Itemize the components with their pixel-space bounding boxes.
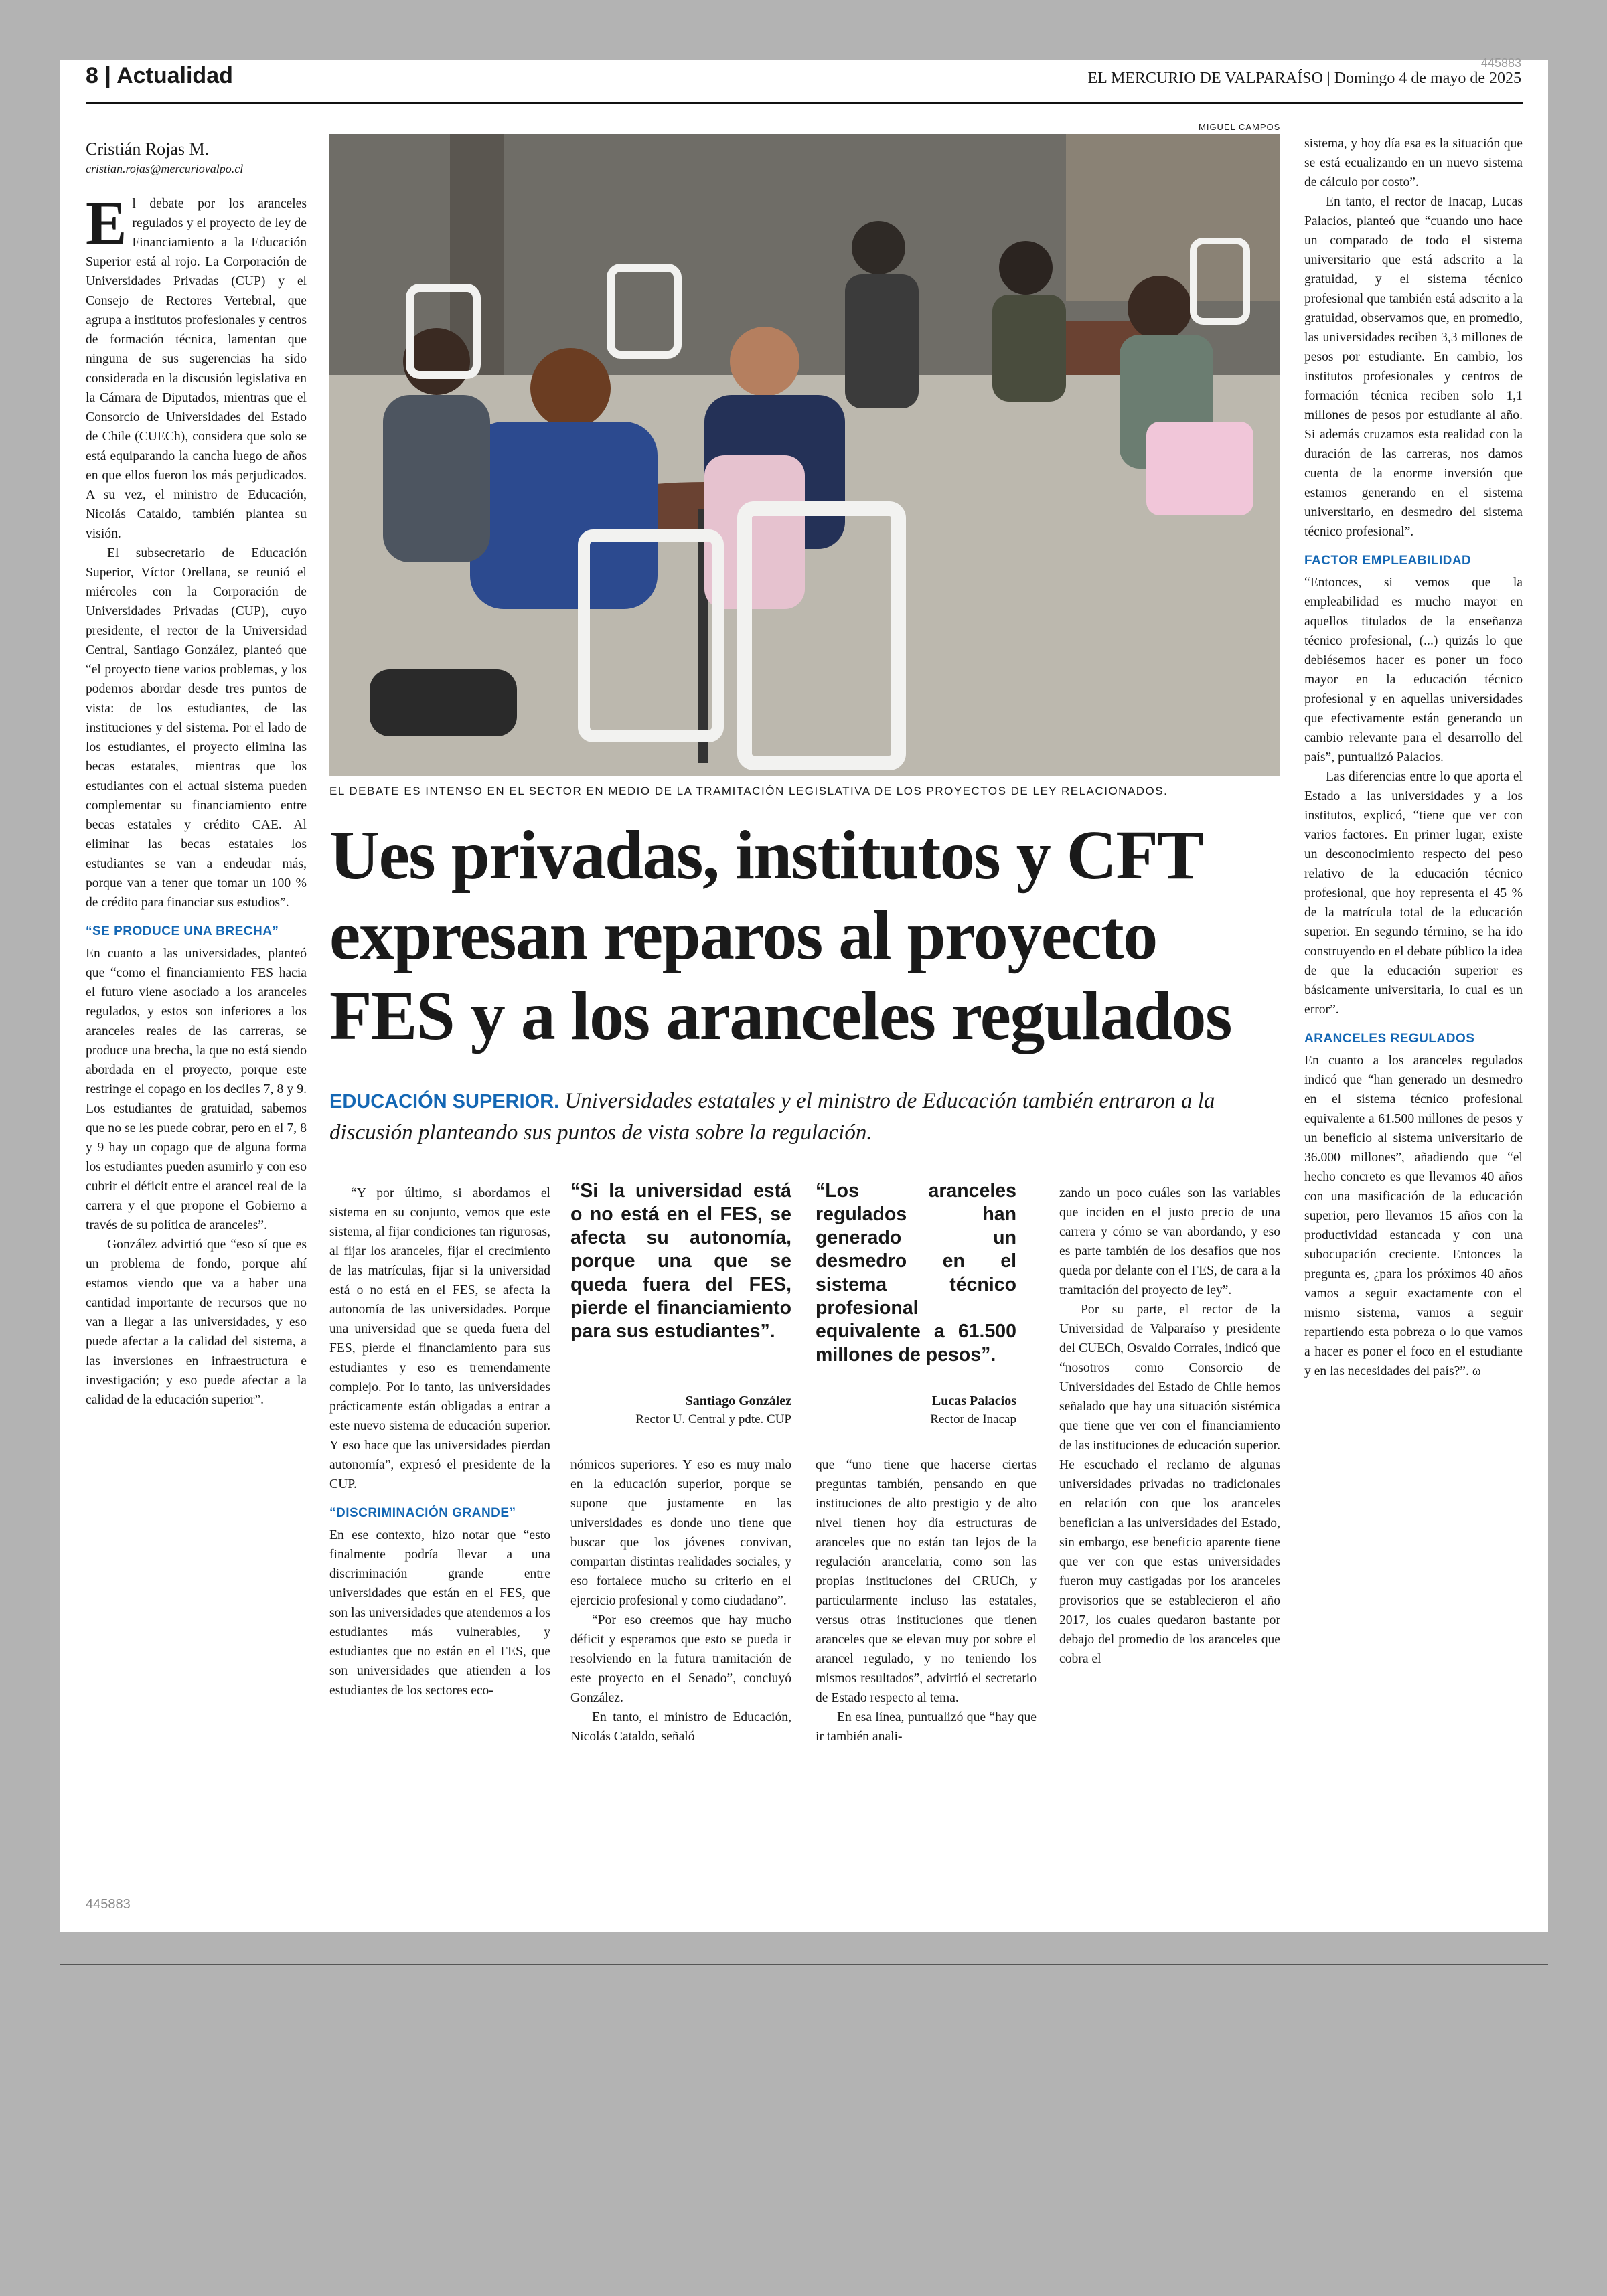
col1-paragraph-1: l debate por los aranceles regulados y el proyecto de ley de Financiamiento a la Educación Superior está al rojo. La Corporación de Universidades Privadas (CUP) y el Consejo de Rectores Vertebral, que agrupa a institutos profesionales y centros de formación técnica, lamentan que ninguna de sus sugerencias ha sido considerada en la discusión legislativa en la Cámara de Diputados, mientras que el Consorcio de Universidades del Estado de Chile (CUECh), considera que solo se está equiparando la cancha luego de años en que ellos fueron los más perjudicados. A su vez, el ministro de Educación, Nicolás Cataldo, también plantea su visión. <box>86 197 307 541</box>
pull-quote-gonzalez: “Si la universidad está o no está en el FES, se afecta su autonomía, porque una que se queda fuera del FES, pierde el financiamiento para sus estudiantes”. <box>570 1180 791 1342</box>
col6-paragraph-3: “Entonces, si vemos que la empleabilidad es mucho mayor en aquellos titulados de la enseñanza técnico profesional, (...) quizás lo que debiésemos hacer es poner un foco mayor en la educación técnico profesional y en aquellas universidades que efectivamente están generando un cambio relevante para el desarrollo del país”, puntualizó Palacios. <box>1304 576 1523 764</box>
page-code-top: 445883 <box>1480 56 1521 70</box>
col6-paragraph-2: En tanto, el rector de Inacap, Lucas Palacios, planteó que “cuando uno hace un comparado de todo el sistema universitario que está adscrito a la gratuidad, y el sistema técnico profesional que también está adscrito a la gratuidad, observamos que, en promedio, las universidades reciben 3,3 millones de pesos por estudiante. En cambio, los institutos profesionales y centros de formación técnica reciben solo 1,1 millones de pesos por estudiante al año. Si además cruzamos esta realidad con la duración de las carreras, nos damos cuenta de la enorme inversión que estamos generando en el sistema universitario, en desmedro del sistema técnico profesional”. <box>1304 195 1523 539</box>
page-code-bottom: 445883 <box>86 1897 131 1912</box>
col3-paragraph-3: En tanto, el ministro de Educación, Nicolás Cataldo, señaló <box>570 1710 791 1744</box>
col5-paragraph-2: Por su parte, el rector de la Universidad de Valparaíso y presidente del CUECh, Osvaldo Corrales, indicó que “nosotros como Consorcio de Universidades del Estado de Chile hemos señalado que hay una situación sistémica que tiene que ver con el financiamiento de las instituciones de educación superior. He escuchado el reclamo de algunas universidades privadas no tradicionales en relación con que los aranceles benefician a las universidades del Estado, sin embargo, ese beneficio aparente tiene que ver con que estas universidades fueron muy castigadas por los aranceles provisorios que se establecieron el año 2017, los cuales quedaron bastante por debajo del promedio de los aranceles que cobra el <box>1059 1303 1280 1666</box>
photo-credit: MIGUEL CAMPOS <box>1199 122 1281 132</box>
section-number: 8 <box>86 63 98 88</box>
kicker <box>329 1086 1280 1148</box>
subhead-empleabilidad: FACTOR EMPLEABILIDAD <box>1304 554 1472 568</box>
col6-paragraph-5: En cuanto a los aranceles regulados indicó que “han generado un desmedro en el sistema técnico profesional equivalente a 61.500 millones de pesos y un beneficio al sistema universitario de 36.000 millones”, añadiendo que “el hecho concreto es que llevamos 40 años con una masificación de la educación superior, pero llevamos 15 años con la productividad estancada y con una subocupación creciente. Entonces la pregunta es, ¿para los próximos 40 años vamos a seguir exactamente con el mismo sistema, vamos a seguir repartiendo esta pobreza o lo que vamos a hacer es poner el foco en el estudiante y en las necesidades del país?”. <box>1304 1054 1523 1378</box>
quote-palacios-name: Lucas Palacios <box>931 1394 1016 1408</box>
col6-paragraph-1: sistema, y hoy día esa es la situación que se está ecualizando en un nuevo sistema de cálculo por costo”. <box>1304 137 1523 189</box>
col5-paragraph-1: zando un poco cuáles son las variables que inciden en el justo precio de una carrera y cómo se van abordando, y eso es parte también de los desafíos que nos queda por delante con el FES, de cara a la tramitación del proyecto de ley”. <box>1059 1186 1280 1297</box>
col4-paragraph-1: que “uno tiene que hacerse ciertas preguntas también, pensando en que instituciones de alto prestigio y de alto nivel tienen hoy día estructuras de aranceles que no están tan lejos de la regulación arancelaria, como son las propias instituciones del CRUCh, y particularmente incluso las estatales, versus otras instituciones que tienen aranceles que se elevan muy por sobre el arancel regulado, y no teniendo los mismos resultados”, advirtió el secretario de Estado respecto al tema. <box>816 1458 1037 1705</box>
photo-illustration <box>329 134 1280 776</box>
byline-name: Cristián Rojas M. <box>86 139 210 159</box>
quote-gonzalez-role: Rector U. Central y pdte. CUP <box>635 1412 791 1426</box>
subhead-aranceles: ARANCELES REGULADOS <box>1304 1032 1475 1046</box>
headline: Ues privadas, institutos y CFT expresan reparos al proyecto FES y a los aranceles regulados <box>329 817 1231 1054</box>
publication-line: EL MERCURIO DE VALPARAÍSO | Domingo 4 de mayo de 2025 <box>1087 70 1521 87</box>
students-photo <box>329 134 1280 776</box>
section-name: Actualidad <box>117 63 233 88</box>
pull-quote-palacios: “Los aranceles regulados han generado un desmedro en el sistema técnico profesional equivalente a 61.500 millones de pesos”. <box>816 1180 1016 1366</box>
kicker-text: Universidades estatales y el ministro de Educación también entraron a la discusión planteando sus puntos de vista sobre la regulación. <box>329 1089 1215 1145</box>
column-4 <box>816 1455 1037 1746</box>
col6-paragraph-4: Las diferencias entre lo que aporta el Estado a las universidades y a los institutos, explicó, “tiene que ver con varios factores. En primer lugar, existe un desconocimiento respecto del peso relativo de la educación técnico profesional, que hoy representa el 45 % de la matrícula total de la educación superior. En segundo término, se ha ido construyendo en el debate público la idea de que la educación superior es básicamente universitaria, lo cual es un error”. <box>1304 770 1523 1017</box>
bottom-rule <box>60 1964 1548 1965</box>
col3-paragraph-2: “Por eso creemos que hay mucho déficit y esperamos que esto se pueda ir resolviendo en la futura tramitación de este proyecto en el Senado”, concluyó González. <box>570 1613 791 1705</box>
kicker-tag: EDUCACIÓN SUPERIOR. <box>329 1091 560 1113</box>
subhead-discriminacion: “DISCRIMINACIÓN GRANDE” <box>329 1506 516 1520</box>
quote-palacios-role: Rector de Inacap <box>930 1412 1016 1426</box>
quote-gonzalez-name: Santiago González <box>685 1394 791 1408</box>
col2-paragraph-1: “Y por último, si abordamos el sistema en su conjunto, vemos que este sistema, al fijar condiciones tan rigurosas, al fijar los aranceles, fijar el crecimiento de las matrículas, fijar si la universidad está o no está en el FES, se afecta la autonomía de las universidades. Porque una universidad que se queda fuera del FES, pierde el financiamiento para sus estudiantes y eso es tremendamente complejo. Por lo tanto, las universidades prácticamente están obligadas a entrar a este nuevo sistema de educación superior. Y eso hace que las universidades pierdan autonomía”, expresó el presidente de la CUP. <box>329 1186 550 1491</box>
end-mark: ω <box>1472 1364 1481 1378</box>
subhead-brecha: “SE PRODUCE UNA BRECHA” <box>86 924 279 938</box>
column-6 <box>1304 134 1523 1381</box>
col1-paragraph-3: En cuanto a las universidades, planteó que “como el financiamiento FES hacia el futuro viene asociado a los aranceles regulados, y estos son inferiores a los aranceles reales de las carreras, se produce una brecha, la que no está siendo abordada en el proyecto, porque este restringe el copago en los deciles 7, 8 y 9. Los estudiantes de gratuidad, sabemos que no se les puede cobrar, pero en el 7, 8 y 9 hay un copago que de alguna forma los estudiantes pueden asumirlo y con eso cubrir el déficit entre el arancel real de la carrera y el que propone el Gobierno a través de su política de aranceles”. <box>86 947 307 1232</box>
photo-caption: EL DEBATE ES INTENSO EN EL SECTOR EN MEDIO DE LA TRAMITACIÓN LEGISLATIVA DE LOS PROYECTOS DE LEY RELACIONADOS. <box>329 785 1168 797</box>
byline-email: cristian.rojas@mercuriovalpo.cl <box>86 162 244 175</box>
column-3 <box>570 1455 791 1746</box>
column-1 <box>86 189 307 1410</box>
col4-paragraph-2: En esa línea, puntualizó que “hay que ir también anali- <box>816 1710 1037 1744</box>
column-2 <box>329 1183 550 1700</box>
header-rule <box>86 102 1523 104</box>
column-5 <box>1059 1183 1280 1669</box>
col2-paragraph-2: En ese contexto, hizo notar que “esto finalmente podría llevar a una discriminación grande entre universidades que están en el FES, que son las universidades que atendemos a los estudiantes más vulnerables, y estudiantes que no están en el FES, que son universidades que atienden a los estudiantes de los sectores eco- <box>329 1528 550 1698</box>
col3-paragraph-1: nómicos superiores. Y eso es muy malo en la educación superior, porque se supone que justamente en las universidades es donde uno tiene que buscar que los jóvenes convivan, compartan distintas realidades sociales, y eso fortalece mucho su criterio en el ejercicio profesional y como ciudadano”. <box>570 1458 791 1608</box>
drop-cap: E <box>86 189 127 257</box>
col1-paragraph-4: González advirtió que “eso sí que es un problema de fondo, porque ahí estamos viendo que va a haber una cantidad importante de recursos que no van a llegar a las universidades, y eso puede afectar a la calidad del sistema, a las inversiones en infraestructura e investigación; y eso puede afectar a la calidad de la educación superior”. <box>86 1238 307 1407</box>
section-header: 8 | Actualidad <box>86 63 233 88</box>
col1-paragraph-2: El subsecretario de Educación Superior, Víctor Orellana, se reunió el miércoles con la Corporación de Universidades Privadas (CUP), cuyo presidente, el rector de la Universidad Central, Santiago González, planteó que “el proyecto tiene varios problemas, y los podemos abordar desde tres puntos de vista: de los estudiantes, de las instituciones y del sistema. Por el lado de los estudiantes, el proyecto elimina las becas estatales, mientras que los estudiantes con el actual sistema pueden complementar su financiamiento entre becas estatales y crédito CAE. Al eliminar las becas estatales los estudiantes se van a endeudar más, porque van a tener que tomar un 100 % de crédito para financiar sus estudios”. <box>86 546 307 910</box>
newspaper-page <box>60 56 1548 1932</box>
